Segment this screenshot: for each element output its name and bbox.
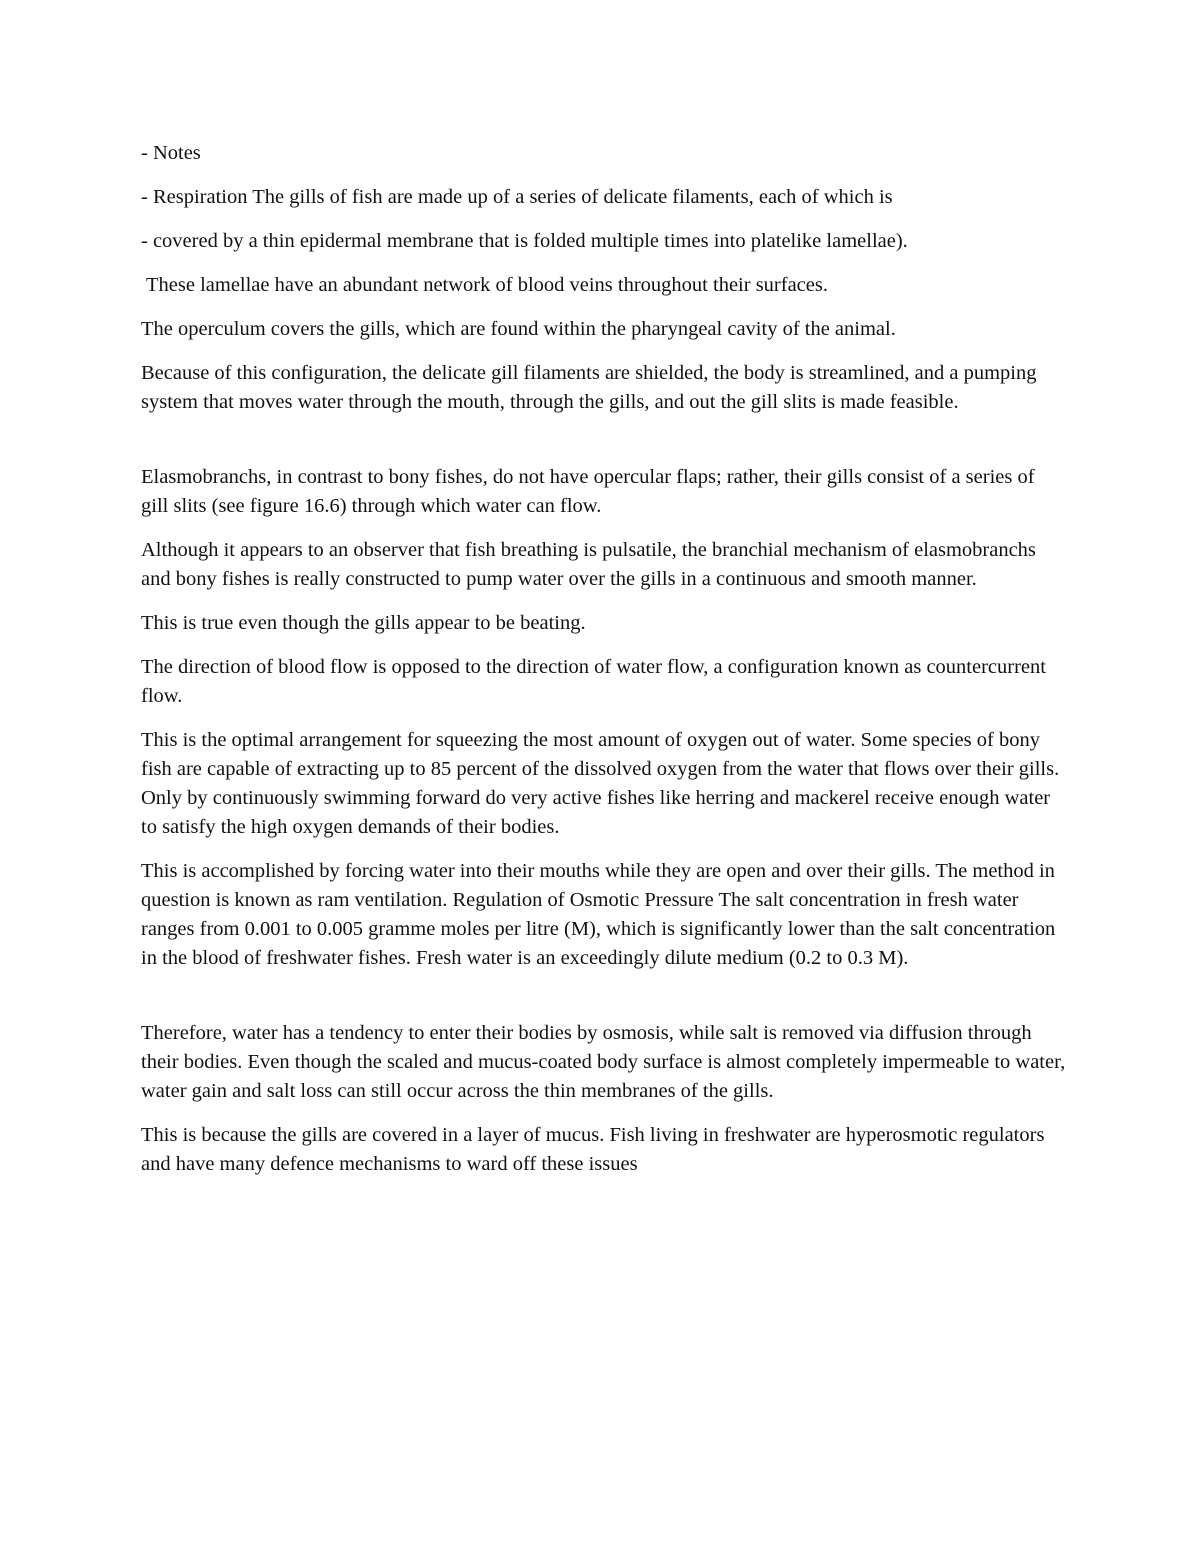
paragraph-lamellae: These lamellae have an abundant network of blood veins throughout their surfaces. [146,274,828,296]
paragraph-osmosis: Therefore, water has a tendency to enter their bodies by osmosis, while salt is removed via diffusion through their bodies. Even though the scaled and mucus-coated body surface is almost completely impermeable to water, water gain and salt loss can still occur across the thin membranes of the gills. [141,1022,1066,1102]
paragraph-respiration: - Respiration The gills of fish are made up of a series of delicate filaments, each of which is [141,186,893,208]
paragraph-optimal-arrangement: This is the optimal arrangement for squeezing the most amount of oxygen out of water. Some species of bony fish are capable of extracting up to 85 percent of the dissolved oxygen from the water that flows over their gills. Only by continuously swimming forward do very active fishes like herring and mackerel receive enough water to satisfy the high oxygen demands of their bodies. [141,729,1060,838]
paragraph-membrane: - covered by a thin epidermal membrane that is folded multiple times into platelike lamellae). [141,230,908,252]
paragraph-operculum: The operculum covers the gills, which are found within the pharyngeal cavity of the animal. [141,318,896,340]
paragraph-mucus: This is because the gills are covered in a layer of mucus. Fish living in freshwater are hyperosmotic regulators and have many defence mechanisms to ward off these issues [141,1124,1045,1175]
notes-heading: - Notes [141,142,201,164]
paragraph-configuration: Because of this configuration, the delicate gill filaments are shielded, the body is streamlined, and a pumping system that moves water through the mouth, through the gills, and out the gill slits is made feasible. [141,362,1037,413]
paragraph-ram-ventilation: This is accomplished by forcing water into their mouths while they are open and over their gills. The method in question is known as ram ventilation. Regulation of Osmotic Pressure The salt concentration in fresh water ranges from 0.001 to 0.005 gramme moles per litre (M), which is significantly lower than the salt concentration in the blood of freshwater fishes. Fresh water is an exceedingly dilute medium (0.2 to 0.3 M). [141,860,1056,969]
document-body [141,139,1066,1194]
paragraph-pulsatile: Although it appears to an observer that fish breathing is pulsatile, the branchial mechanism of elasmobranchs and bony fishes is really constructed to pump water over the gills in a continuous and smooth manner. [141,539,1036,590]
paragraph-countercurrent: The direction of blood flow is opposed to the direction of water flow, a configuration known as countercurrent flow. [141,656,1046,707]
paragraph-beating: This is true even though the gills appear to be beating. [141,612,586,634]
paragraph-elasmobranchs: Elasmobranchs, in contrast to bony fishes, do not have opercular flaps; rather, their gills consist of a series of gill slits (see figure 16.6) through which water can flow. [141,466,1035,517]
